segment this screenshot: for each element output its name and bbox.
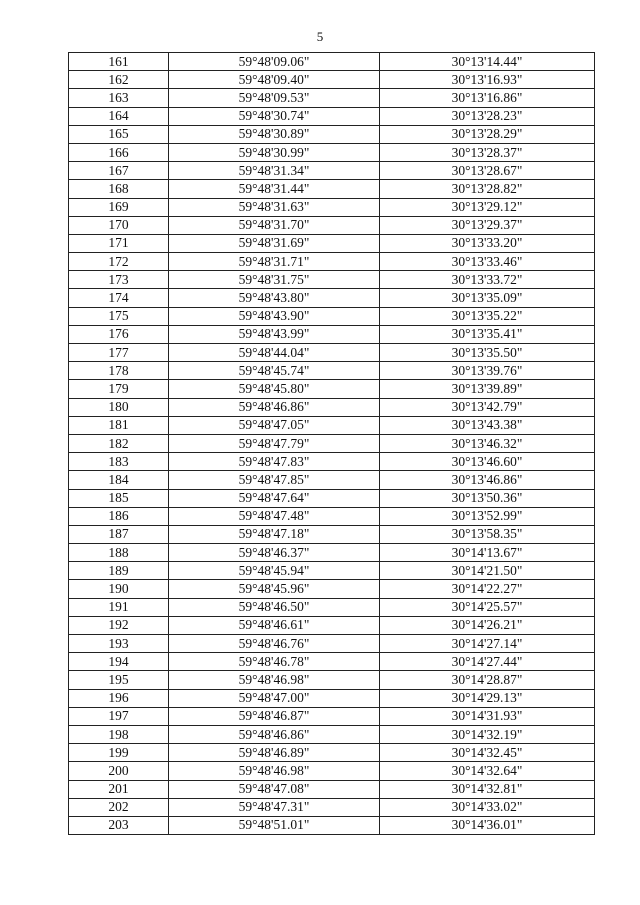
point-number-cell: 167 — [69, 162, 169, 180]
table-row — [69, 434, 595, 452]
table-row — [69, 216, 595, 234]
latitude-cell: 59°48'47.08" — [169, 780, 380, 798]
latitude-cell: 59°48'46.78" — [169, 653, 380, 671]
longitude-cell: 30°13'35.09" — [380, 289, 595, 307]
longitude-cell: 30°14'36.01" — [380, 816, 595, 834]
latitude-cell: 59°48'46.98" — [169, 762, 380, 780]
table-row — [69, 325, 595, 343]
table-row — [69, 307, 595, 325]
point-number-cell: 174 — [69, 289, 169, 307]
point-number-cell: 172 — [69, 253, 169, 271]
longitude-cell: 30°13'46.32" — [380, 434, 595, 452]
latitude-cell: 59°48'44.04" — [169, 344, 380, 362]
latitude-cell: 59°48'30.99" — [169, 143, 380, 161]
latitude-cell: 59°48'47.31" — [169, 798, 380, 816]
point-number-cell: 188 — [69, 544, 169, 562]
point-number-cell: 192 — [69, 616, 169, 634]
longitude-cell: 30°13'42.79" — [380, 398, 595, 416]
latitude-cell: 59°48'09.40" — [169, 71, 380, 89]
point-number-cell: 171 — [69, 234, 169, 252]
longitude-cell: 30°13'58.35" — [380, 525, 595, 543]
latitude-cell: 59°48'30.89" — [169, 125, 380, 143]
latitude-cell: 59°48'31.44" — [169, 180, 380, 198]
table-row — [69, 635, 595, 653]
point-number-cell: 164 — [69, 107, 169, 125]
longitude-cell: 30°14'22.27" — [380, 580, 595, 598]
table-row — [69, 53, 595, 71]
latitude-cell: 59°48'45.74" — [169, 362, 380, 380]
latitude-cell: 59°48'09.06" — [169, 53, 380, 71]
point-number-cell: 203 — [69, 816, 169, 834]
longitude-cell: 30°13'35.22" — [380, 307, 595, 325]
longitude-cell: 30°13'29.12" — [380, 198, 595, 216]
latitude-cell: 59°48'47.64" — [169, 489, 380, 507]
point-number-cell: 190 — [69, 580, 169, 598]
point-number-cell: 187 — [69, 525, 169, 543]
longitude-cell: 30°13'39.89" — [380, 380, 595, 398]
table-row — [69, 562, 595, 580]
table-row — [69, 125, 595, 143]
latitude-cell: 59°48'46.89" — [169, 744, 380, 762]
longitude-cell: 30°13'46.60" — [380, 453, 595, 471]
latitude-cell: 59°48'45.96" — [169, 580, 380, 598]
latitude-cell: 59°48'47.18" — [169, 525, 380, 543]
table-row — [69, 271, 595, 289]
longitude-cell: 30°13'35.41" — [380, 325, 595, 343]
point-number-cell: 196 — [69, 689, 169, 707]
point-number-cell: 184 — [69, 471, 169, 489]
latitude-cell: 59°48'47.48" — [169, 507, 380, 525]
point-number-cell: 183 — [69, 453, 169, 471]
table-row — [69, 671, 595, 689]
longitude-cell: 30°13'33.72" — [380, 271, 595, 289]
longitude-cell: 30°13'39.76" — [380, 362, 595, 380]
latitude-cell: 59°48'46.87" — [169, 707, 380, 725]
point-number-cell: 178 — [69, 362, 169, 380]
table-row — [69, 362, 595, 380]
latitude-cell: 59°48'46.37" — [169, 544, 380, 562]
table-row — [69, 398, 595, 416]
latitude-cell: 59°48'45.80" — [169, 380, 380, 398]
point-number-cell: 200 — [69, 762, 169, 780]
longitude-cell: 30°13'28.82" — [380, 180, 595, 198]
table-row — [69, 525, 595, 543]
point-number-cell: 189 — [69, 562, 169, 580]
latitude-cell: 59°48'43.99" — [169, 325, 380, 343]
longitude-cell: 30°13'16.93" — [380, 71, 595, 89]
longitude-cell: 30°13'16.86" — [380, 89, 595, 107]
latitude-cell: 59°48'47.00" — [169, 689, 380, 707]
point-number-cell: 194 — [69, 653, 169, 671]
table-row — [69, 180, 595, 198]
longitude-cell: 30°14'32.19" — [380, 725, 595, 743]
latitude-cell: 59°48'31.34" — [169, 162, 380, 180]
latitude-cell: 59°48'31.70" — [169, 216, 380, 234]
longitude-cell: 30°14'31.93" — [380, 707, 595, 725]
point-number-cell: 199 — [69, 744, 169, 762]
table-row — [69, 544, 595, 562]
table-row — [69, 725, 595, 743]
point-number-cell: 193 — [69, 635, 169, 653]
longitude-cell: 30°14'27.14" — [380, 635, 595, 653]
table-row — [69, 289, 595, 307]
point-number-cell: 202 — [69, 798, 169, 816]
latitude-cell: 59°48'31.63" — [169, 198, 380, 216]
point-number-cell: 173 — [69, 271, 169, 289]
longitude-cell: 30°13'28.67" — [380, 162, 595, 180]
longitude-cell: 30°14'33.02" — [380, 798, 595, 816]
point-number-cell: 181 — [69, 416, 169, 434]
point-number-cell: 161 — [69, 53, 169, 71]
table-row — [69, 143, 595, 161]
table-row — [69, 580, 595, 598]
longitude-cell: 30°13'29.37" — [380, 216, 595, 234]
longitude-cell: 30°14'32.81" — [380, 780, 595, 798]
point-number-cell: 170 — [69, 216, 169, 234]
table-row — [69, 489, 595, 507]
longitude-cell: 30°13'52.99" — [380, 507, 595, 525]
latitude-cell: 59°48'46.98" — [169, 671, 380, 689]
table-row — [69, 162, 595, 180]
point-number-cell: 175 — [69, 307, 169, 325]
table-row — [69, 653, 595, 671]
table-row — [69, 107, 595, 125]
table-row — [69, 762, 595, 780]
table-row — [69, 453, 595, 471]
latitude-cell: 59°48'31.75" — [169, 271, 380, 289]
point-number-cell: 176 — [69, 325, 169, 343]
point-number-cell: 179 — [69, 380, 169, 398]
latitude-cell: 59°48'46.76" — [169, 635, 380, 653]
latitude-cell: 59°48'46.50" — [169, 598, 380, 616]
longitude-cell: 30°13'35.50" — [380, 344, 595, 362]
longitude-cell: 30°13'50.36" — [380, 489, 595, 507]
point-number-cell: 191 — [69, 598, 169, 616]
longitude-cell: 30°14'28.87" — [380, 671, 595, 689]
latitude-cell: 59°48'46.86" — [169, 398, 380, 416]
latitude-cell: 59°48'45.94" — [169, 562, 380, 580]
latitude-cell: 59°48'47.85" — [169, 471, 380, 489]
latitude-cell: 59°48'43.80" — [169, 289, 380, 307]
latitude-cell: 59°48'09.53" — [169, 89, 380, 107]
point-number-cell: 168 — [69, 180, 169, 198]
point-number-cell: 163 — [69, 89, 169, 107]
table-row — [69, 89, 595, 107]
longitude-cell: 30°14'25.57" — [380, 598, 595, 616]
latitude-cell: 59°48'46.86" — [169, 725, 380, 743]
point-number-cell: 169 — [69, 198, 169, 216]
point-number-cell: 166 — [69, 143, 169, 161]
longitude-cell: 30°13'28.29" — [380, 125, 595, 143]
longitude-cell: 30°14'32.64" — [380, 762, 595, 780]
longitude-cell: 30°13'28.23" — [380, 107, 595, 125]
table-row — [69, 253, 595, 271]
latitude-cell: 59°48'31.69" — [169, 234, 380, 252]
point-number-cell: 162 — [69, 71, 169, 89]
point-number-cell: 198 — [69, 725, 169, 743]
latitude-cell: 59°48'47.05" — [169, 416, 380, 434]
latitude-cell: 59°48'47.83" — [169, 453, 380, 471]
latitude-cell: 59°48'46.61" — [169, 616, 380, 634]
table-row — [69, 507, 595, 525]
table-row — [69, 234, 595, 252]
table-row — [69, 71, 595, 89]
table-row — [69, 598, 595, 616]
longitude-cell: 30°14'21.50" — [380, 562, 595, 580]
longitude-cell: 30°14'26.21" — [380, 616, 595, 634]
point-number-cell: 165 — [69, 125, 169, 143]
table-row — [69, 744, 595, 762]
table-row — [69, 416, 595, 434]
longitude-cell: 30°13'43.38" — [380, 416, 595, 434]
table-row — [69, 380, 595, 398]
table-row — [69, 471, 595, 489]
table-row — [69, 780, 595, 798]
longitude-cell: 30°14'29.13" — [380, 689, 595, 707]
longitude-cell: 30°13'33.20" — [380, 234, 595, 252]
page-number: 5 — [316, 29, 324, 44]
longitude-cell: 30°14'13.67" — [380, 544, 595, 562]
latitude-cell: 59°48'51.01" — [169, 816, 380, 834]
longitude-cell: 30°14'27.44" — [380, 653, 595, 671]
point-number-cell: 185 — [69, 489, 169, 507]
longitude-cell: 30°13'14.44" — [380, 53, 595, 71]
longitude-cell: 30°13'33.46" — [380, 253, 595, 271]
table-row — [69, 689, 595, 707]
latitude-cell: 59°48'30.74" — [169, 107, 380, 125]
longitude-cell: 30°13'46.86" — [380, 471, 595, 489]
point-number-cell: 177 — [69, 344, 169, 362]
point-number-cell: 182 — [69, 434, 169, 452]
coordinates-table-body — [69, 53, 595, 835]
point-number-cell: 201 — [69, 780, 169, 798]
table-row — [69, 616, 595, 634]
point-number-cell: 186 — [69, 507, 169, 525]
latitude-cell: 59°48'47.79" — [169, 434, 380, 452]
table-row — [69, 798, 595, 816]
table-row — [69, 198, 595, 216]
point-number-cell: 195 — [69, 671, 169, 689]
point-number-cell: 180 — [69, 398, 169, 416]
coordinates-table — [68, 52, 595, 835]
point-number-cell: 197 — [69, 707, 169, 725]
longitude-cell: 30°13'28.37" — [380, 143, 595, 161]
table-row — [69, 707, 595, 725]
table-row — [69, 344, 595, 362]
longitude-cell: 30°14'32.45" — [380, 744, 595, 762]
table-row — [69, 816, 595, 834]
latitude-cell: 59°48'31.71" — [169, 253, 380, 271]
latitude-cell: 59°48'43.90" — [169, 307, 380, 325]
